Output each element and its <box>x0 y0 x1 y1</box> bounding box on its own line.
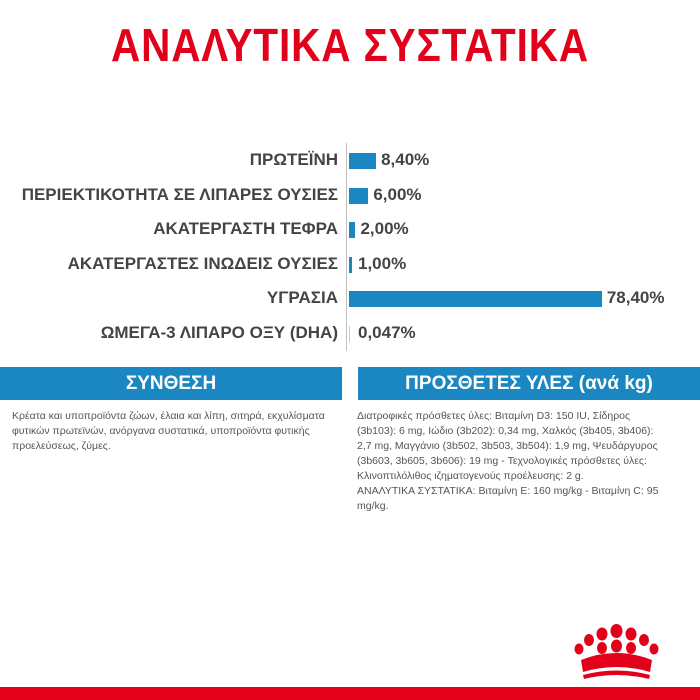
footer-brand-bar <box>0 687 700 700</box>
additives-analytical-text: ΑΝΑΛΥΤΙΚΑ ΣΥΣΤΑΤΙΚΑ: Βιταμίνη Ε: 160 mg/kg - Βιταμίνη C: 95 mg/kg. <box>357 485 659 512</box>
chart-value-label: 2,00% <box>360 219 409 238</box>
chart-value-label: 0,047% <box>358 322 416 342</box>
additives-heading: ΠΡΟΣΘΕΤΕΣ ΥΛΕΣ (ανά kg) <box>358 367 700 400</box>
chart-row <box>0 281 700 315</box>
additives-text <box>357 409 667 514</box>
chart-row <box>0 143 700 177</box>
chart-bar <box>349 326 350 342</box>
chart-category-label: ΑΚΑΤΕΡΓΑΣΤΗ ΤΕΦΡΑ <box>153 219 338 238</box>
chart-bar <box>349 257 352 273</box>
page-title: ΑΝΑΛΥΤΙΚΑ ΣΥΣΤΑΤΙΚΑ <box>110 19 590 71</box>
chart-category-label: ΩΜΕΓΑ-3 ΛΙΠΑΡΟ ΟΞΥ (DHA) <box>100 322 338 342</box>
chart-category-label: ΑΚΑΤΕΡΓΑΣΤΕΣ ΙΝΩΔΕΙΣ ΟΥΣΙΕΣ <box>67 253 338 273</box>
chart-value-label: 78,40% <box>606 288 665 307</box>
chart-value-label: 1,00% <box>358 253 407 273</box>
composition-text: Κρέατα και υποπροϊόντα ζώων, έλαια και λίπη, σιτηρά, εκχυλίσματα φυτικών πρωτεϊνών, ανόργανα συστατικά, υποπροϊόντα φυτικής προελεύσεως, ζύμες. <box>12 410 325 452</box>
royal-canin-crown-logo-icon <box>569 622 664 680</box>
additives-nutritional-text: Διατροφικές πρόσθετες ύλες: Βιταμίνη D3: 150 IU, Σίδηρος (3b103): 6 mg, Ιώδιο (3b202): 0,34 mg, Χαλκός (3b405, 3b406): 2,7 mg, Μαγγάνιο (3b502, 3b503, 3b504): 1,9 mg, Ψευδάργυρος (3b603, 3b605, 3b606): 19 mg - Τεχνολογικές πρόσθετες ύλες: Κλινοπτιλόλιθος ιζηματογενούς προέλευσης: 2 g. <box>357 410 658 482</box>
chart-bar <box>349 153 376 169</box>
chart-bar <box>349 291 602 307</box>
chart-row <box>0 212 700 246</box>
chart-row <box>0 247 700 281</box>
chart-category-label: ΠΡΩΤΕΪΝΗ <box>249 150 338 169</box>
chart-bar <box>349 188 368 204</box>
composition-heading: ΣΥΝΘΕΣΗ <box>0 367 342 400</box>
chart-category-label: ΠΕΡΙΕΚΤΙΚΟΤΗΤΑ ΣΕ ΛΙΠΑΡΕΣ ΟΥΣΙΕΣ <box>21 184 338 204</box>
chart-value-label: 6,00% <box>373 184 422 204</box>
chart-row <box>0 316 700 350</box>
chart-category-label: ΥΓΡΑΣΙΑ <box>266 288 338 307</box>
chart-bar <box>349 222 355 238</box>
chart-row <box>0 178 700 212</box>
chart-value-label: 8,40% <box>381 150 430 169</box>
